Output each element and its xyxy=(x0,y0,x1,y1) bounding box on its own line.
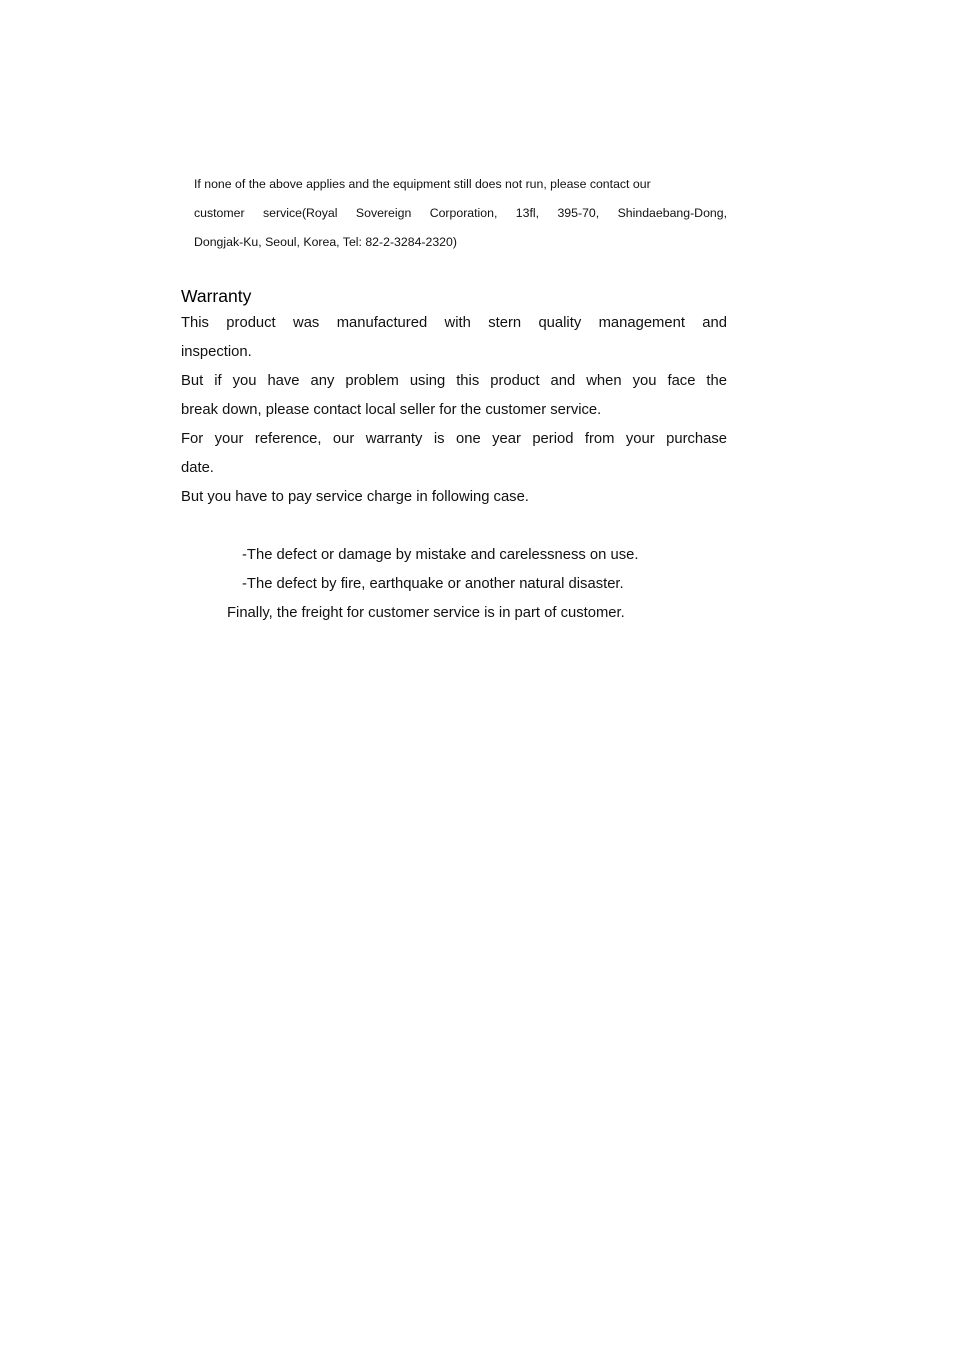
warranty-line: inspection. xyxy=(181,344,252,360)
contact-note xyxy=(194,170,727,257)
contact-note-line: Dongjak-Ku, Seoul, Korea, Tel: 82-2-3284-2320) xyxy=(194,235,457,249)
warranty-line: For your reference, our warranty is one year period from your purchase xyxy=(181,431,727,447)
warranty-heading: Warranty xyxy=(181,286,252,306)
warranty-line: break down, please contact local seller for the customer service. xyxy=(181,402,602,418)
contact-note-line: customer service(Royal Sovereign Corporation, 13fl, 395-70, Shindaebang-Dong, xyxy=(194,206,727,220)
warranty-line: date. xyxy=(181,460,214,476)
freight-note: Finally, the freight for customer service is in part of customer. xyxy=(227,605,625,621)
warranty-body xyxy=(181,309,727,541)
service-charge-case: -The defect or damage by mistake and carelessness on use. xyxy=(242,547,639,563)
contact-note-line: If none of the above applies and the equipment still does not run, please contact our xyxy=(194,177,651,191)
warranty-line: But you have to pay service charge in following case. xyxy=(181,489,529,505)
service-charge-case: -The defect by fire, earthquake or another natural disaster. xyxy=(242,576,624,592)
service-charge-case-list xyxy=(181,541,727,599)
paragraph-spacer xyxy=(181,512,727,541)
warranty-line: This product was manufactured with stern quality management and xyxy=(181,315,727,331)
warranty-line: But if you have any problem using this product and when you face the xyxy=(181,373,727,389)
warranty-section xyxy=(181,283,727,628)
